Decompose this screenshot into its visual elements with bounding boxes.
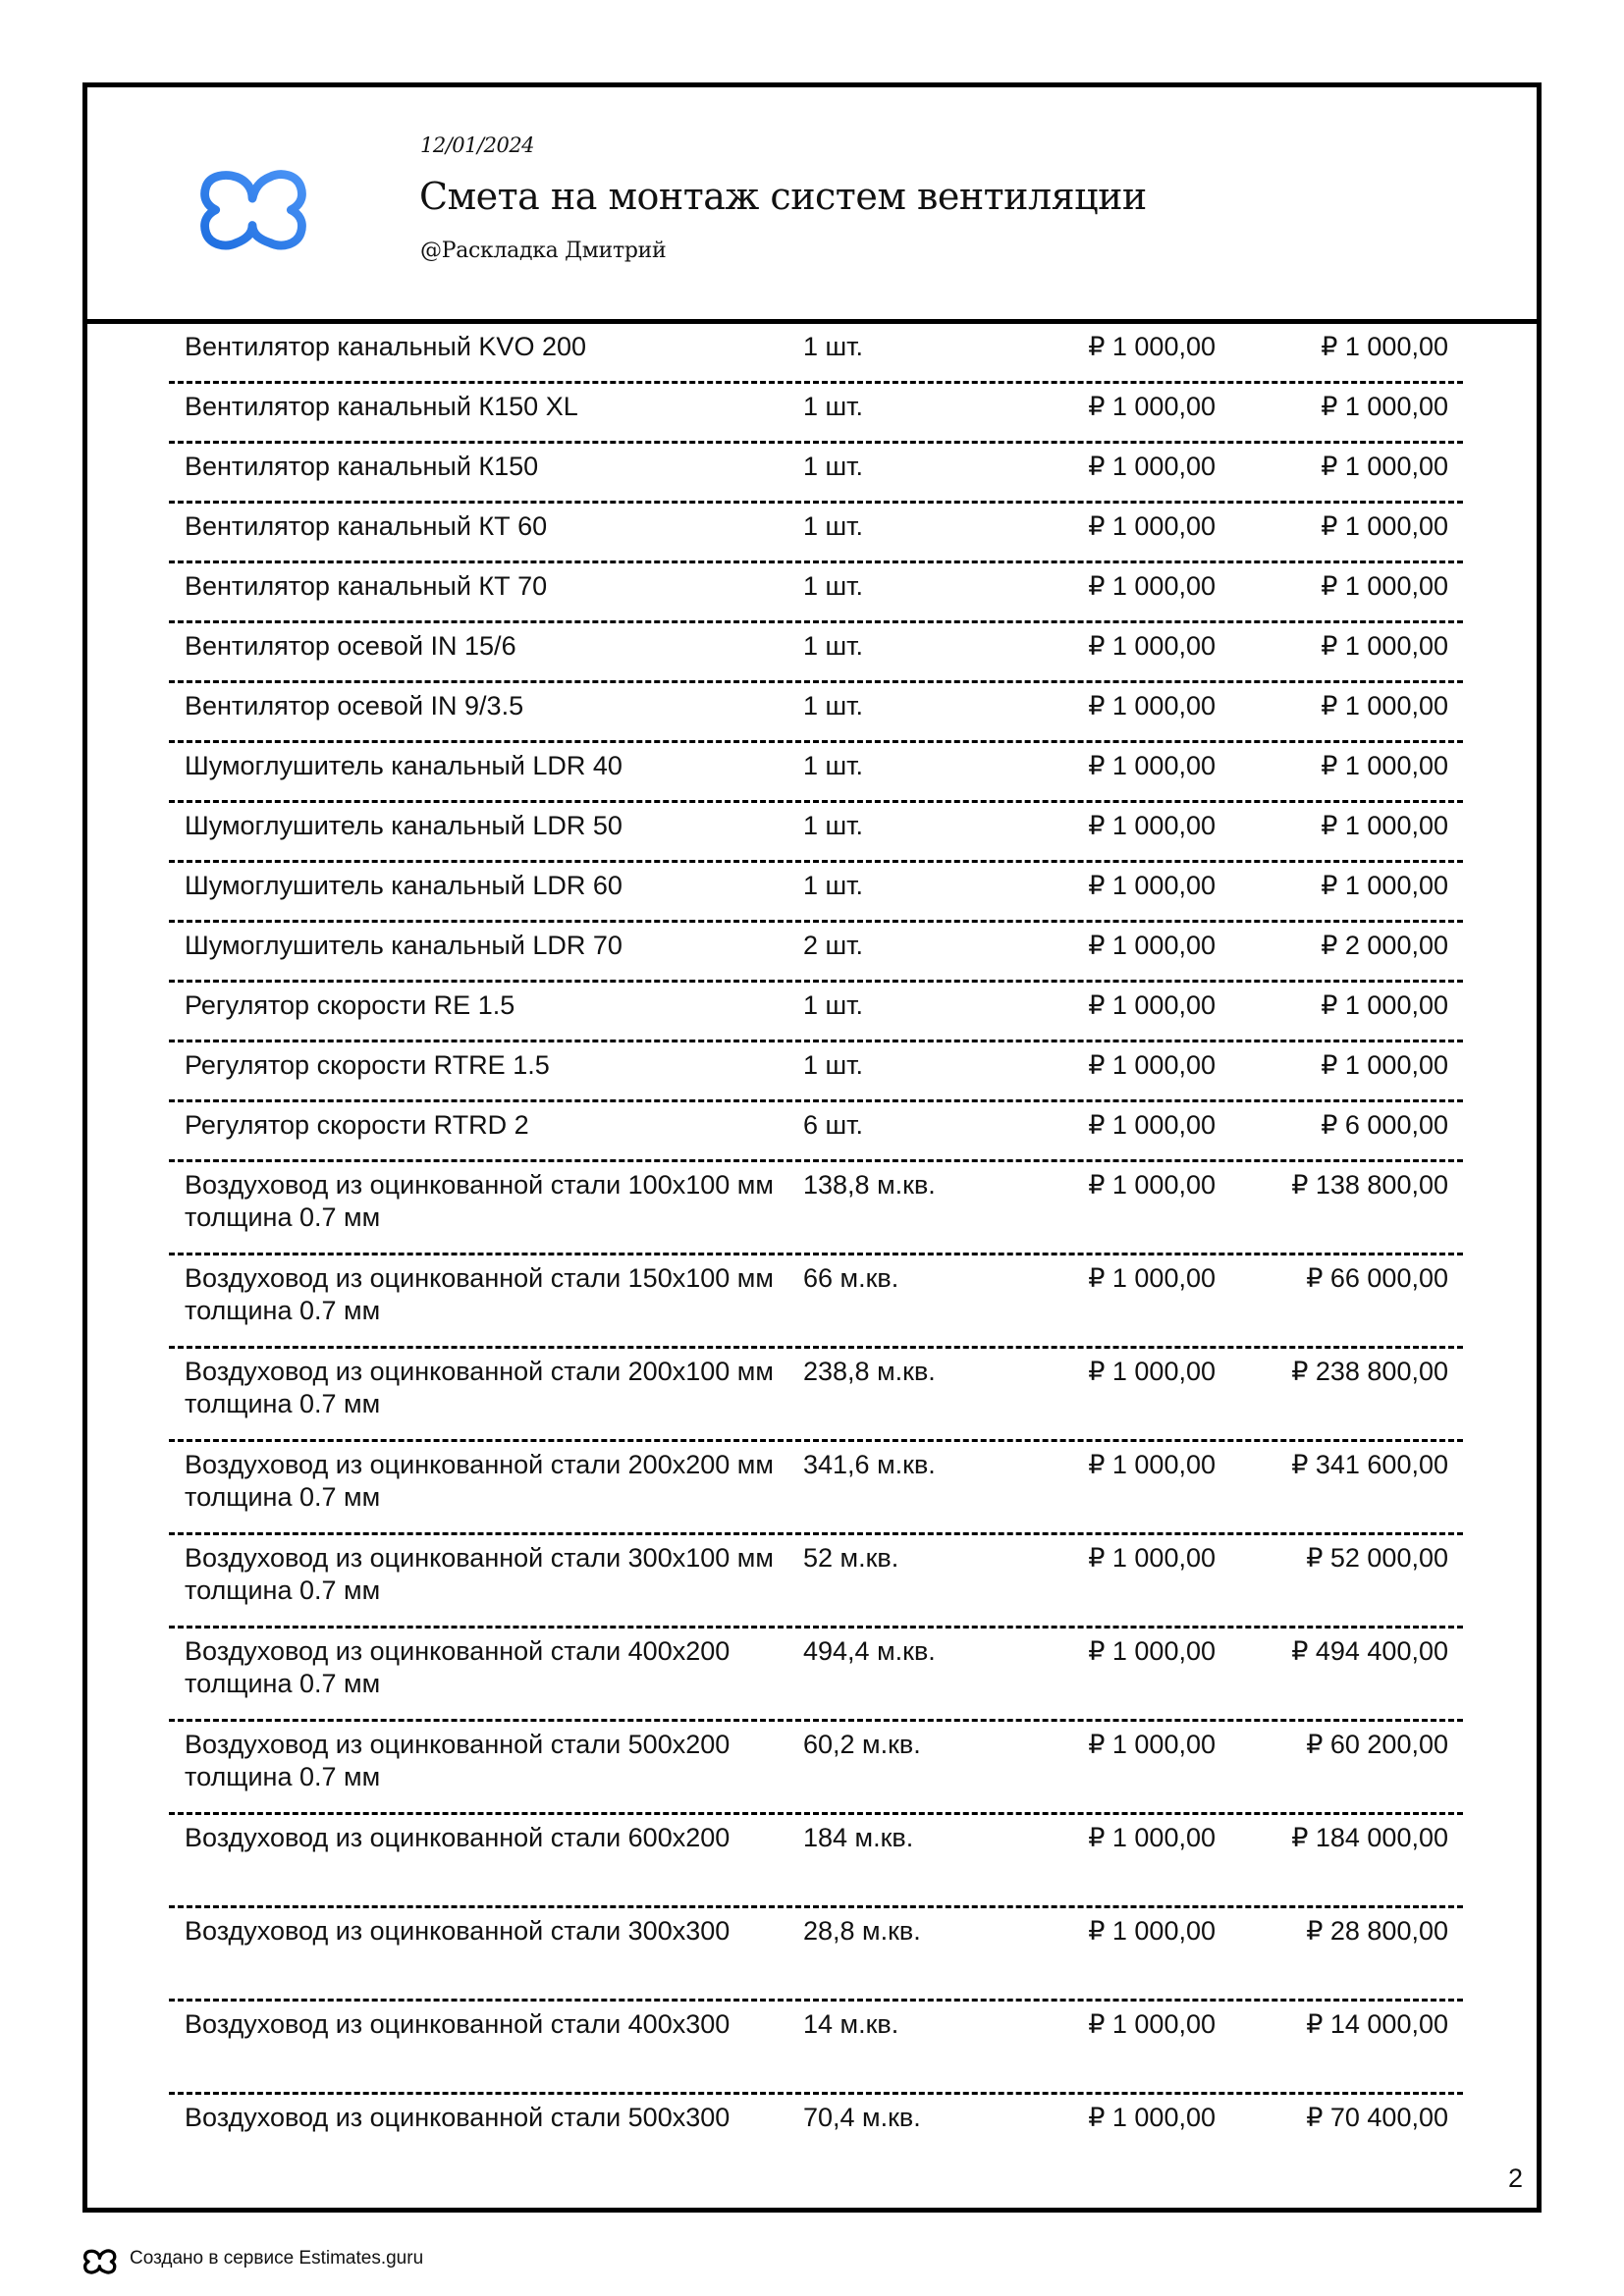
document-author: @Раскладка Дмитрий bbox=[420, 239, 667, 263]
item-unit-price: ₽ 1 000,00 bbox=[1088, 691, 1216, 721]
item-unit-price: ₽ 1 000,00 bbox=[1088, 571, 1216, 601]
item-unit-price: ₽ 1 000,00 bbox=[1088, 871, 1216, 900]
item-quantity: 6 шт. bbox=[803, 1110, 864, 1140]
item-total: ₽ 14 000,00 bbox=[1306, 2009, 1448, 2039]
document-date: 12/01/2024 bbox=[420, 133, 535, 157]
item-unit-price: ₽ 1 000,00 bbox=[1088, 1357, 1216, 1386]
table-row bbox=[169, 1442, 1463, 1535]
item-quantity: 238,8 м.кв. bbox=[803, 1357, 936, 1386]
table-row bbox=[169, 1629, 1463, 1722]
item-quantity: 1 шт. bbox=[803, 511, 864, 541]
item-total: ₽ 1 000,00 bbox=[1321, 631, 1448, 661]
item-name: Регулятор скорости RE 1.5 bbox=[185, 990, 515, 1020]
item-unit-price: ₽ 1 000,00 bbox=[1088, 1916, 1216, 1946]
item-total: ₽ 1 000,00 bbox=[1321, 452, 1448, 481]
table-row bbox=[169, 983, 1463, 1042]
item-name: Регулятор скорости RTRE 1.5 bbox=[185, 1050, 550, 1080]
item-unit-price: ₽ 1 000,00 bbox=[1088, 1823, 1216, 1852]
item-name: Воздуховод из оцинкованной стали 300x300 bbox=[185, 1916, 731, 1946]
item-total: ₽ 1 000,00 bbox=[1321, 811, 1448, 840]
item-unit-price: ₽ 1 000,00 bbox=[1088, 1050, 1216, 1080]
page-number: 2 bbox=[1507, 2163, 1523, 2193]
table-row bbox=[169, 1042, 1463, 1102]
item-quantity: 1 шт. bbox=[803, 392, 864, 421]
item-unit-price: ₽ 1 000,00 bbox=[1088, 1450, 1216, 1479]
item-name: Вентилятор осевой IN 9/3.5 bbox=[185, 691, 524, 721]
item-name: Воздуховод из оцинкованной стали 500x300 bbox=[185, 2103, 731, 2132]
table-row bbox=[169, 863, 1463, 923]
table-row bbox=[169, 803, 1463, 863]
item-name: Шумоглушитель канальный LDR 50 bbox=[185, 811, 623, 840]
table-row bbox=[169, 504, 1463, 563]
table-row bbox=[169, 1722, 1463, 1815]
item-total: ₽ 2 000,00 bbox=[1321, 931, 1448, 960]
item-quantity: 52 м.кв. bbox=[803, 1543, 899, 1573]
item-name: Воздуховод из оцинкованной стали 100x100 мм толщина 0.7 мм bbox=[185, 1170, 774, 1232]
item-name: Шумоглушитель канальный LDR 40 bbox=[185, 751, 623, 780]
item-total: ₽ 238 800,00 bbox=[1291, 1357, 1448, 1386]
item-unit-price: ₽ 1 000,00 bbox=[1088, 2009, 1216, 2039]
item-quantity: 1 шт. bbox=[803, 871, 864, 900]
item-name: Вентилятор осевой IN 15/6 bbox=[185, 631, 516, 661]
estimates-logo-icon bbox=[196, 141, 312, 259]
item-unit-price: ₽ 1 000,00 bbox=[1088, 2103, 1216, 2132]
item-quantity: 1 шт. bbox=[803, 571, 864, 601]
item-name: Вентилятор канальный КТ 60 bbox=[185, 511, 548, 541]
document-page bbox=[82, 82, 1542, 2213]
estimate-table bbox=[169, 324, 1463, 2188]
item-name: Воздуховод из оцинкованной стали 500x200 толщина 0.7 мм bbox=[185, 1730, 731, 1791]
item-unit-price: ₽ 1 000,00 bbox=[1088, 1636, 1216, 1666]
item-name: Вентилятор канальный KVO 200 bbox=[185, 332, 586, 361]
item-total: ₽ 1 000,00 bbox=[1321, 871, 1448, 900]
item-quantity: 70,4 м.кв. bbox=[803, 2103, 921, 2132]
item-total: ₽ 1 000,00 bbox=[1321, 511, 1448, 541]
item-name: Вентилятор канальный К150 bbox=[185, 452, 539, 481]
item-quantity: 341,6 м.кв. bbox=[803, 1450, 936, 1479]
item-quantity: 14 м.кв. bbox=[803, 2009, 899, 2039]
item-quantity: 1 шт. bbox=[803, 811, 864, 840]
item-unit-price: ₽ 1 000,00 bbox=[1088, 931, 1216, 960]
table-row bbox=[169, 2002, 1463, 2095]
item-name: Шумоглушитель канальный LDR 60 bbox=[185, 871, 623, 900]
table-row bbox=[169, 384, 1463, 444]
item-total: ₽ 341 600,00 bbox=[1291, 1450, 1448, 1479]
item-total: ₽ 70 400,00 bbox=[1306, 2103, 1448, 2132]
item-name: Воздуховод из оцинкованной стали 200x200 мм толщина 0.7 мм bbox=[185, 1450, 774, 1512]
item-unit-price: ₽ 1 000,00 bbox=[1088, 1170, 1216, 1200]
table-row bbox=[169, 623, 1463, 683]
item-name: Воздуховод из оцинкованной стали 600x200 bbox=[185, 1823, 731, 1852]
table-row bbox=[169, 444, 1463, 504]
table-row bbox=[169, 2095, 1463, 2188]
item-name: Воздуховод из оцинкованной стали 400x200 толщина 0.7 мм bbox=[185, 1636, 731, 1698]
table-row bbox=[169, 1535, 1463, 1629]
item-total: ₽ 1 000,00 bbox=[1321, 1050, 1448, 1080]
item-unit-price: ₽ 1 000,00 bbox=[1088, 511, 1216, 541]
item-quantity: 1 шт. bbox=[803, 332, 864, 361]
item-quantity: 184 м.кв. bbox=[803, 1823, 914, 1852]
item-total: ₽ 1 000,00 bbox=[1321, 332, 1448, 361]
table-row bbox=[169, 1349, 1463, 1442]
item-total: ₽ 184 000,00 bbox=[1291, 1823, 1448, 1852]
item-quantity: 1 шт. bbox=[803, 691, 864, 721]
item-unit-price: ₽ 1 000,00 bbox=[1088, 332, 1216, 361]
footer bbox=[82, 2241, 423, 2276]
table-row bbox=[169, 324, 1463, 384]
item-quantity: 2 шт. bbox=[803, 931, 864, 960]
item-name: Воздуховод из оцинкованной стали 150x100 мм толщина 0.7 мм bbox=[185, 1263, 774, 1325]
table-row bbox=[169, 683, 1463, 743]
item-quantity: 1 шт. bbox=[803, 631, 864, 661]
item-name: Шумоглушитель канальный LDR 70 bbox=[185, 931, 623, 960]
table-row bbox=[169, 1162, 1463, 1255]
item-total: ₽ 1 000,00 bbox=[1321, 751, 1448, 780]
table-row bbox=[169, 1102, 1463, 1162]
item-quantity: 60,2 м.кв. bbox=[803, 1730, 921, 1759]
item-unit-price: ₽ 1 000,00 bbox=[1088, 1543, 1216, 1573]
item-unit-price: ₽ 1 000,00 bbox=[1088, 1110, 1216, 1140]
table-row bbox=[169, 923, 1463, 983]
item-name: Вентилятор канальный КТ 70 bbox=[185, 571, 548, 601]
table-row bbox=[169, 1908, 1463, 2002]
item-unit-price: ₽ 1 000,00 bbox=[1088, 990, 1216, 1020]
item-quantity: 66 м.кв. bbox=[803, 1263, 899, 1293]
item-total: ₽ 52 000,00 bbox=[1306, 1543, 1448, 1573]
document-header bbox=[87, 87, 1537, 324]
item-total: ₽ 60 200,00 bbox=[1306, 1730, 1448, 1759]
item-unit-price: ₽ 1 000,00 bbox=[1088, 1730, 1216, 1759]
table-row bbox=[169, 743, 1463, 803]
item-name: Воздуховод из оцинкованной стали 400x300 bbox=[185, 2009, 731, 2039]
item-total: ₽ 1 000,00 bbox=[1321, 392, 1448, 421]
item-total: ₽ 138 800,00 bbox=[1291, 1170, 1448, 1200]
table-row bbox=[169, 563, 1463, 623]
item-total: ₽ 494 400,00 bbox=[1291, 1636, 1448, 1666]
item-quantity: 138,8 м.кв. bbox=[803, 1170, 936, 1200]
item-total: ₽ 6 000,00 bbox=[1321, 1110, 1448, 1140]
item-unit-price: ₽ 1 000,00 bbox=[1088, 631, 1216, 661]
item-name: Воздуховод из оцинкованной стали 200x100 мм толщина 0.7 мм bbox=[185, 1357, 774, 1418]
item-quantity: 1 шт. bbox=[803, 452, 864, 481]
item-unit-price: ₽ 1 000,00 bbox=[1088, 452, 1216, 481]
item-quantity: 494,4 м.кв. bbox=[803, 1636, 936, 1666]
table-row bbox=[169, 1815, 1463, 1908]
item-name: Воздуховод из оцинкованной стали 300x100 мм толщина 0.7 мм bbox=[185, 1543, 774, 1605]
item-quantity: 1 шт. bbox=[803, 1050, 864, 1080]
item-name: Вентилятор канальный К150 XL bbox=[185, 392, 578, 421]
item-quantity: 1 шт. bbox=[803, 990, 864, 1020]
item-quantity: 1 шт. bbox=[803, 751, 864, 780]
item-unit-price: ₽ 1 000,00 bbox=[1088, 751, 1216, 780]
item-quantity: 28,8 м.кв. bbox=[803, 1916, 921, 1946]
document-title: Смета на монтаж систем вентиляции bbox=[419, 175, 1147, 218]
item-total: ₽ 1 000,00 bbox=[1321, 571, 1448, 601]
item-name: Регулятор скорости RTRD 2 bbox=[185, 1110, 529, 1140]
item-total: ₽ 1 000,00 bbox=[1321, 990, 1448, 1020]
item-total: ₽ 66 000,00 bbox=[1306, 1263, 1448, 1293]
footer-credit: Создано в сервисе Estimates.guru bbox=[130, 2248, 424, 2269]
item-total: ₽ 28 800,00 bbox=[1306, 1916, 1448, 1946]
item-unit-price: ₽ 1 000,00 bbox=[1088, 392, 1216, 421]
item-unit-price: ₽ 1 000,00 bbox=[1088, 1263, 1216, 1293]
estimates-logo-icon bbox=[82, 2240, 118, 2277]
item-total: ₽ 1 000,00 bbox=[1321, 691, 1448, 721]
item-unit-price: ₽ 1 000,00 bbox=[1088, 811, 1216, 840]
table-row bbox=[169, 1255, 1463, 1349]
